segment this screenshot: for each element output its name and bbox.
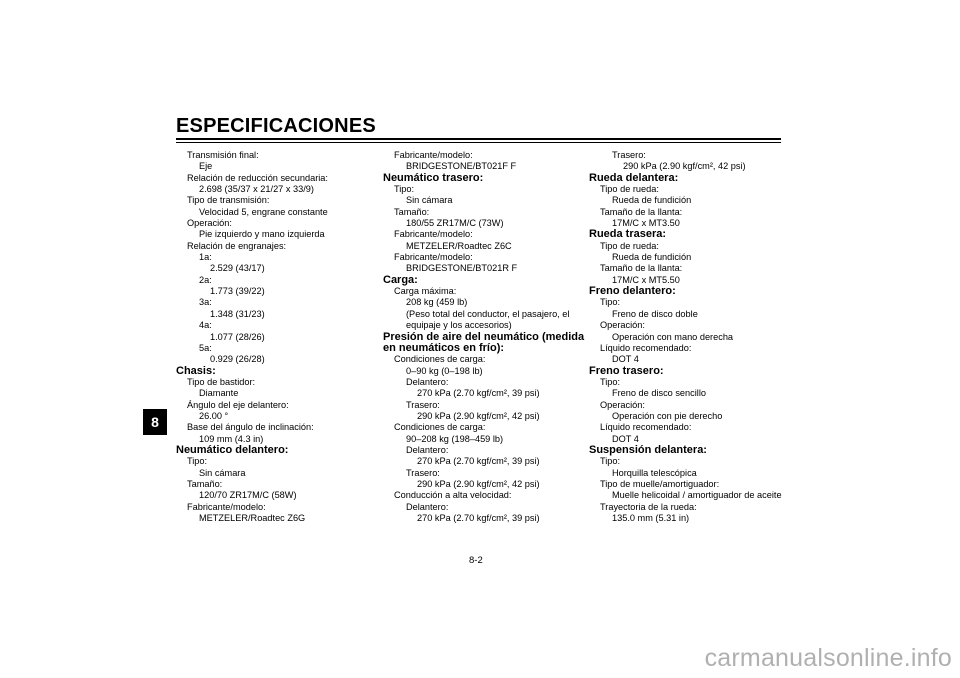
spec-value: 17M/C x MT3.50 bbox=[612, 218, 680, 229]
spec-value: 1.773 (39/22) bbox=[210, 286, 265, 297]
spec-value: 26.00 ° bbox=[199, 410, 229, 421]
spec-value: 1a: bbox=[199, 252, 212, 263]
spec-value: Operación con mano derecha bbox=[612, 331, 734, 342]
spec-label: Base del ángulo de inclinación: bbox=[187, 422, 314, 433]
section-heading: Suspensión delantera: bbox=[589, 443, 707, 456]
section-heading: Presión de aire del neumático (medida bbox=[383, 330, 585, 343]
spec-value: 90–208 kg (198–459 lb) bbox=[406, 433, 504, 444]
spec-label: Tipo: bbox=[600, 376, 621, 387]
spec-column-1 bbox=[176, 150, 366, 524]
spec-value: 2.529 (43/17) bbox=[210, 263, 265, 274]
spec-label: Carga máxima: bbox=[394, 286, 457, 297]
spec-label: Tamaño de la llanta: bbox=[600, 206, 683, 217]
spec-value: 1.077 (28/26) bbox=[210, 331, 265, 342]
chapter-tab: 8 bbox=[143, 409, 167, 435]
spec-label: Tipo de muelle/amortiguador: bbox=[600, 478, 720, 489]
page-number: 8-2 bbox=[469, 555, 483, 566]
spec-value: Trasero: bbox=[612, 150, 646, 160]
spec-label: Conducción a alta velocidad: bbox=[394, 490, 512, 501]
section-heading: Freno trasero: bbox=[589, 364, 664, 377]
spec-label: Condiciones de carga: bbox=[394, 422, 486, 433]
section-heading: Freno delantero: bbox=[589, 285, 676, 298]
spec-value: equipaje y los accesorios) bbox=[406, 320, 512, 331]
spec-value: 208 kg (459 lb) bbox=[406, 297, 468, 308]
spec-value: 0–90 kg (0–198 lb) bbox=[406, 365, 483, 376]
spec-value: 270 kPa (2.70 kgf/cm², 39 psi) bbox=[417, 388, 540, 399]
spec-label: Fabricante/modelo: bbox=[394, 252, 473, 263]
spec-column-2 bbox=[383, 150, 583, 524]
spec-label: Líquido recomendado: bbox=[600, 422, 692, 433]
page-title: ESPECIFICACIONES bbox=[176, 115, 376, 137]
spec-label: Relación de reducción secundaria: bbox=[187, 172, 328, 183]
spec-label: Relación de engranajes: bbox=[187, 240, 287, 251]
spec-value: Trasero: bbox=[406, 467, 440, 478]
spec-label: Tipo de rueda: bbox=[600, 184, 659, 195]
spec-value: Rueda de fundición bbox=[612, 195, 692, 206]
spec-value: 135.0 mm (5.31 in) bbox=[612, 513, 690, 523]
spec-value: 4a: bbox=[199, 320, 212, 331]
spec-value: Delantero: bbox=[406, 444, 449, 455]
spec-value: Diamante bbox=[199, 388, 239, 399]
spec-label: Tipo de bastidor: bbox=[187, 376, 256, 387]
spec-label: Condiciones de carga: bbox=[394, 354, 486, 365]
spec-label: Tamaño: bbox=[187, 478, 223, 489]
spec-label: Transmisión final: bbox=[187, 150, 259, 160]
section-heading: en neumáticos en frío): bbox=[383, 341, 505, 354]
spec-label: Tamaño de la llanta: bbox=[600, 263, 683, 274]
spec-value: 0.929 (26/28) bbox=[210, 354, 265, 365]
spec-label: Líquido recomendado: bbox=[600, 342, 692, 353]
spec-value: 17M/C x MT5.50 bbox=[612, 274, 680, 285]
spec-value: 2.698 (35/37 x 21/27 x 33/9) bbox=[199, 184, 314, 195]
spec-value: 290 kPa (2.90 kgf/cm², 42 psi) bbox=[417, 410, 540, 421]
spec-value: DOT 4 bbox=[612, 433, 639, 444]
spec-value: BRIDGESTONE/BT021F F bbox=[406, 161, 517, 172]
spec-value: 290 kPa (2.90 kgf/cm², 42 psi) bbox=[623, 161, 746, 172]
spec-value: Delantero: bbox=[406, 501, 449, 512]
spec-value: 270 kPa (2.70 kgf/cm², 39 psi) bbox=[417, 456, 540, 467]
watermark: carmanualsonline.info bbox=[704, 644, 952, 672]
spec-label: Operación: bbox=[600, 320, 645, 331]
spec-value: METZELER/Roadtec Z6G bbox=[199, 513, 306, 523]
spec-value: 3a: bbox=[199, 297, 212, 308]
spec-label: Tipo de rueda: bbox=[600, 240, 659, 251]
section-heading: Neumático delantero: bbox=[176, 443, 289, 456]
spec-value: METZELER/Roadtec Z6C bbox=[406, 240, 512, 251]
spec-label: Operación: bbox=[600, 399, 645, 410]
header-rule-thick bbox=[176, 138, 781, 140]
section-heading: Chasis: bbox=[176, 364, 216, 377]
spec-label: Fabricante/modelo: bbox=[394, 229, 473, 240]
spec-value: Rueda de fundición bbox=[612, 252, 692, 263]
spec-value: Sin cámara bbox=[406, 195, 453, 206]
spec-value: 120/70 ZR17M/C (58W) bbox=[199, 490, 297, 501]
spec-value: Velocidad 5, engrane constante bbox=[199, 206, 328, 217]
spec-value: Operación con pie derecho bbox=[612, 410, 723, 421]
spec-label: Tamaño: bbox=[394, 206, 430, 217]
section-heading: Carga: bbox=[383, 273, 418, 286]
spec-value: Trasero: bbox=[406, 399, 440, 410]
spec-label: Tipo de transmisión: bbox=[187, 195, 270, 206]
section-heading: Rueda trasera: bbox=[589, 228, 667, 241]
spec-value: 109 mm (4.3 in) bbox=[199, 433, 264, 444]
spec-value: 180/55 ZR17M/C (73W) bbox=[406, 218, 504, 229]
header-rule-thin bbox=[176, 142, 781, 143]
spec-value: 2a: bbox=[199, 274, 212, 285]
spec-value: 5a: bbox=[199, 342, 212, 353]
spec-value: Sin cámara bbox=[199, 467, 246, 478]
spec-label: Fabricante/modelo: bbox=[394, 150, 473, 160]
spec-value: 1.348 (31/23) bbox=[210, 308, 265, 319]
spec-value: Freno de disco doble bbox=[612, 308, 698, 319]
spec-value: Freno de disco sencillo bbox=[612, 388, 706, 399]
spec-label: Tipo: bbox=[600, 297, 621, 308]
section-heading: Neumático trasero: bbox=[383, 171, 484, 184]
spec-value: Pie izquierdo y mano izquierda bbox=[199, 229, 325, 240]
spec-label: Tipo: bbox=[187, 456, 208, 467]
spec-label: Fabricante/modelo: bbox=[187, 501, 266, 512]
spec-label: Ángulo del eje delantero: bbox=[187, 399, 289, 410]
spec-value: Muelle helicoidal / amortiguador de aceite bbox=[612, 490, 782, 501]
spec-value: 290 kPa (2.90 kgf/cm², 42 psi) bbox=[417, 478, 540, 489]
spec-label: Operación: bbox=[187, 218, 232, 229]
spec-value: Eje bbox=[199, 161, 213, 172]
spec-label: Tipo: bbox=[600, 456, 621, 467]
section-heading: Rueda delantera: bbox=[589, 171, 679, 184]
spec-value: DOT 4 bbox=[612, 354, 639, 365]
spec-value: Delantero: bbox=[406, 376, 449, 387]
spec-column-3 bbox=[589, 150, 789, 524]
spec-label: Trayectoria de la rueda: bbox=[600, 501, 697, 512]
spec-value: BRIDGESTONE/BT021R F bbox=[406, 263, 518, 274]
spec-label: Tipo: bbox=[394, 184, 415, 195]
spec-value: Horquilla telescópica bbox=[612, 467, 697, 478]
spec-value: (Peso total del conductor, el pasajero, el bbox=[406, 308, 570, 319]
spec-value: 270 kPa (2.70 kgf/cm², 39 psi) bbox=[417, 513, 540, 523]
